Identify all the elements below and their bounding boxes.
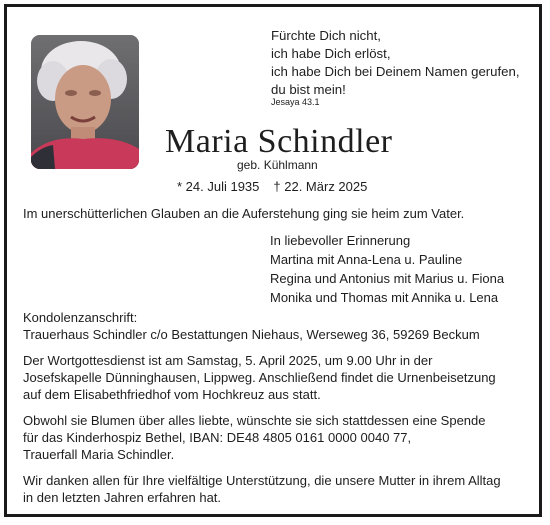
- thanks-message: [23, 472, 501, 506]
- memory-block: [270, 231, 504, 307]
- donation-line: Obwohl sie Blumen über alles liebte, wünschte sie sich stattdessen eine Spende: [23, 413, 486, 428]
- condolence-address: Trauerhaus Schindler c/o Bestattungen Niehaus, Werseweg 36, 59269 Beckum: [23, 327, 480, 342]
- condolence-block: [23, 309, 480, 343]
- service-line: Josefskapelle Dünninghausen, Lippweg. Anschließend findet die Urnenbeisetzung: [23, 370, 496, 385]
- thanks-line: Wir danken allen für Ihre vielfältige Unterstützung, die unsere Mutter in ihrem Alltag: [23, 473, 501, 488]
- donation-line: Trauerfall Maria Schindler.: [23, 447, 175, 462]
- deceased-name: Maria Schindler: [165, 123, 393, 160]
- verse-line: du bist mein!: [271, 82, 346, 97]
- memory-heading: In liebevoller Erinnerung: [270, 233, 411, 248]
- maiden-name: geb. Kühlmann: [237, 158, 318, 172]
- birth-date: * 24. Juli 1935: [177, 179, 260, 194]
- obituary-notice: [4, 4, 542, 517]
- family-line: Regina und Antonius mit Marius u. Fiona: [270, 271, 505, 286]
- donation-info: [23, 412, 486, 463]
- life-dates: [177, 179, 367, 194]
- verse-line: ich habe Dich bei Deinem Namen gerufen,: [271, 64, 520, 79]
- service-line: Der Wortgottesdienst ist am Samstag, 5. April 2025, um 9.00 Uhr in der: [23, 353, 433, 368]
- verse-line: ich habe Dich erlöst,: [271, 46, 391, 61]
- family-line: Monika und Thomas mit Annika u. Lena: [270, 290, 499, 305]
- bible-verse: [271, 27, 520, 99]
- thanks-line: in den letzten Jahren erfahren hat.: [23, 490, 222, 505]
- service-info: [23, 352, 496, 403]
- verse-reference: Jesaya 43.1: [271, 97, 320, 107]
- donation-line: für das Kinderhospiz Bethel, IBAN: DE48 4805 0161 0000 0040 77,: [23, 430, 412, 445]
- portrait-photo: [31, 35, 139, 169]
- death-date: † 22. März 2025: [273, 179, 368, 194]
- portrait-image: [31, 35, 139, 169]
- faith-statement: Im unerschütterlichen Glauben an die Auferstehung ging sie heim zum Vater.: [23, 206, 465, 221]
- condolence-label: Kondolenzanschrift:: [23, 310, 138, 325]
- verse-line: Fürchte Dich nicht,: [271, 28, 381, 43]
- family-line: Martina mit Anna-Lena u. Pauline: [270, 252, 463, 267]
- service-line: auf dem Elisabethfriedhof vom Hochkreuz aus statt.: [23, 387, 321, 402]
